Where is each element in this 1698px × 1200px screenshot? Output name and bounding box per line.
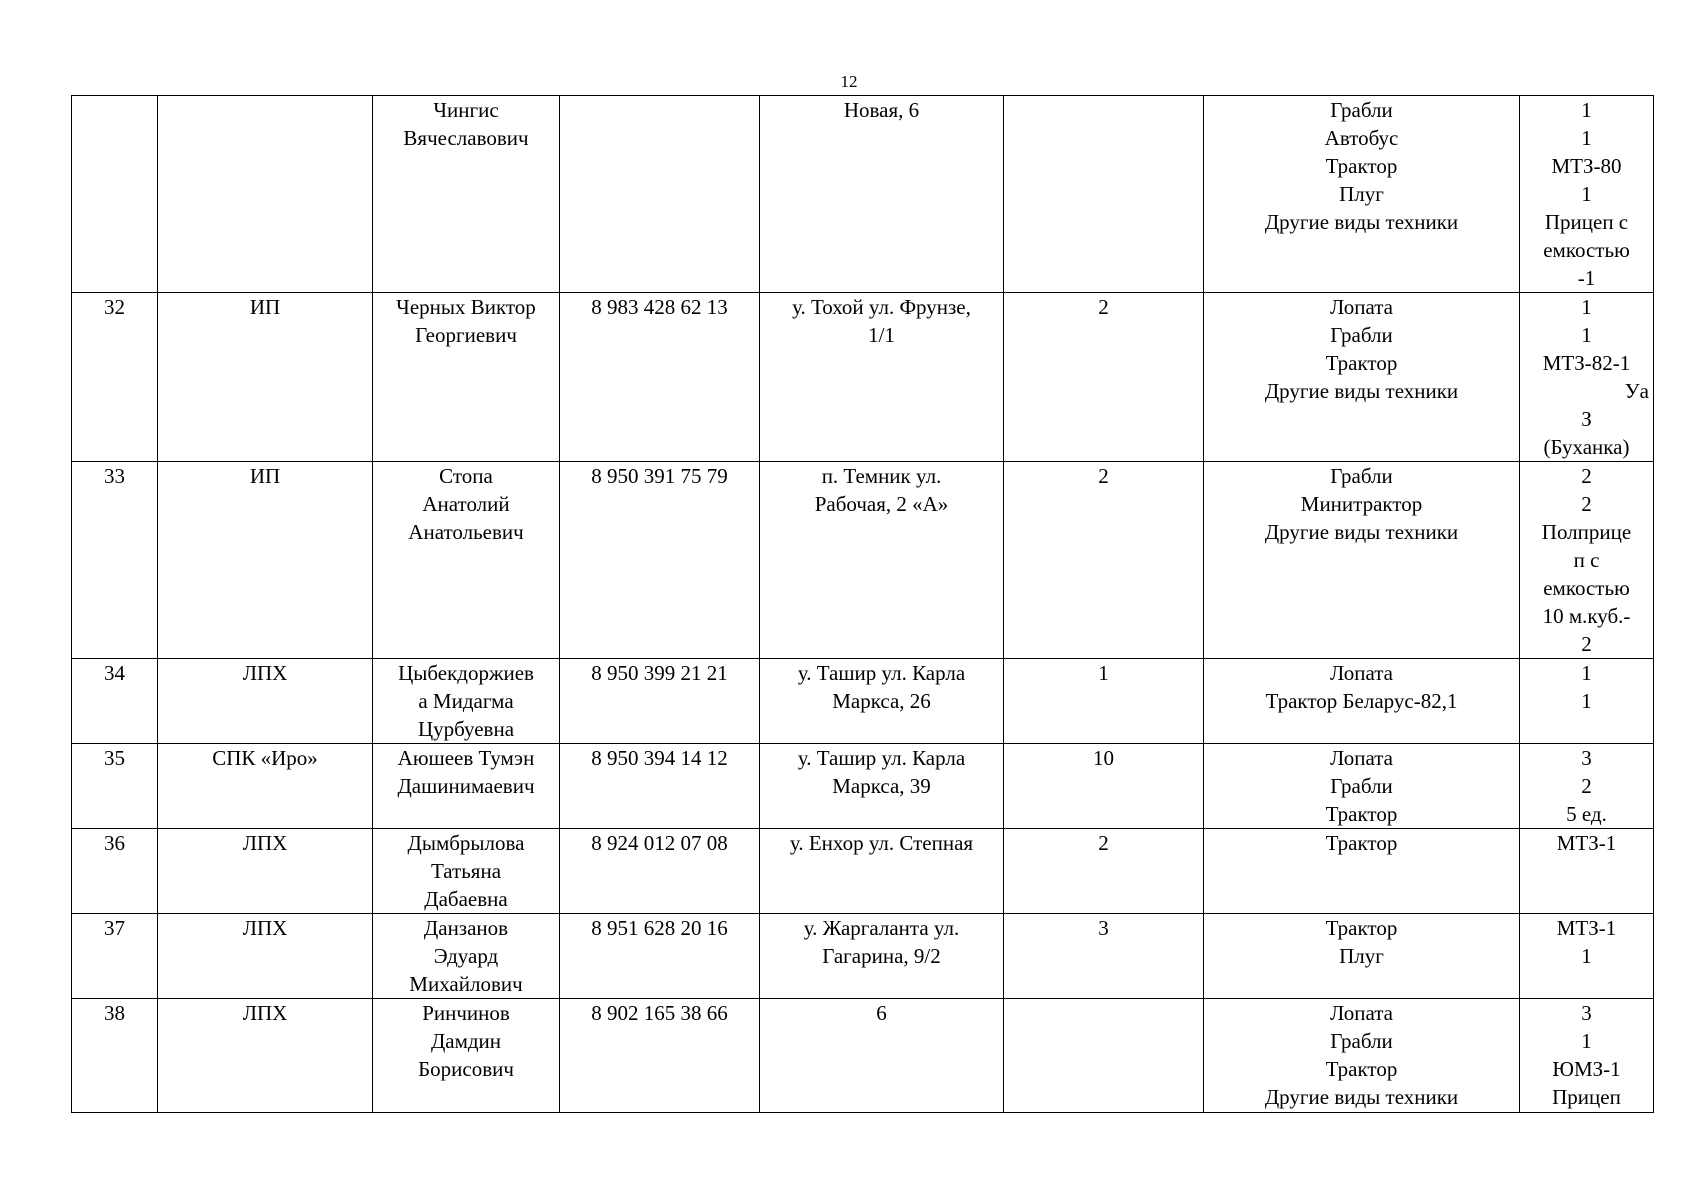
name-line: Цыбекдоржиев xyxy=(398,661,534,685)
org-type-cell: СПК «Иро» xyxy=(158,744,373,829)
equipment-item: Лопата xyxy=(1330,661,1393,685)
equipment-value: 1 xyxy=(1581,295,1592,319)
row-number-cell: 37 xyxy=(72,914,158,999)
address-line: у. Тохой ул. Фрунзе, xyxy=(792,295,971,319)
address-line: 6 xyxy=(876,1001,887,1025)
equipment-value-cell xyxy=(1520,96,1654,293)
address-cell xyxy=(760,999,1004,1113)
equipment-cell xyxy=(1204,999,1520,1113)
equipment-item: Другие виды техники xyxy=(1264,210,1459,234)
equipment-value: 1 xyxy=(1581,944,1592,968)
equipment-value: 1 xyxy=(1581,689,1592,713)
equipment-value-cell xyxy=(1520,293,1654,462)
table-row xyxy=(72,96,1654,293)
equipment-value-cell xyxy=(1520,744,1654,829)
equipment-item: Плуг xyxy=(1339,182,1384,206)
org-type-cell: ЛПХ xyxy=(158,914,373,999)
name-line: Цурбуевна xyxy=(417,717,515,741)
address-line: у. Енхор ул. Степная xyxy=(789,831,974,855)
equipment-cell xyxy=(1204,293,1520,462)
equipment-value: 3 xyxy=(1581,746,1592,770)
equipment-value: МТЗ-80 xyxy=(1551,154,1622,178)
equipment-cell xyxy=(1204,96,1520,293)
row-number-cell: 33 xyxy=(72,462,158,659)
equipment-value: Уа xyxy=(1624,379,1649,403)
equipment-value: 1 xyxy=(1581,323,1592,347)
row-number-cell: 36 xyxy=(72,829,158,914)
equipment-value-cell xyxy=(1520,829,1654,914)
equipment-item: Лопата xyxy=(1330,295,1393,319)
name-cell xyxy=(373,462,560,659)
table-row xyxy=(72,829,1654,914)
table-row xyxy=(72,293,1654,462)
equipment-item: Трактор xyxy=(1325,351,1398,375)
equipment-item: Трактор xyxy=(1325,802,1398,826)
phone-cell xyxy=(560,96,760,293)
table-row xyxy=(72,914,1654,999)
name-cell xyxy=(373,999,560,1113)
phone-cell: 8 983 428 62 13 xyxy=(560,293,760,462)
equipment-value: емкостью xyxy=(1543,576,1630,600)
count-cell: 10 xyxy=(1004,744,1204,829)
equipment-value: Прицеп с xyxy=(1544,210,1629,234)
equipment-item: Грабли xyxy=(1330,464,1393,488)
equipment-value: ЮМЗ-1 xyxy=(1552,1057,1621,1081)
equipment-value: 3 xyxy=(1581,1001,1592,1025)
count-cell xyxy=(1004,96,1204,293)
equipment-value: 2 xyxy=(1581,464,1592,488)
count-cell: 3 xyxy=(1004,914,1204,999)
org-type-cell: ИП xyxy=(158,462,373,659)
equipment-item: Трактор xyxy=(1325,1057,1398,1081)
equipment-item: Грабли xyxy=(1330,323,1393,347)
name-line: Чингис xyxy=(433,98,499,122)
equipment-item: Грабли xyxy=(1330,774,1393,798)
name-line: Дымбрылова xyxy=(407,831,525,855)
equipment-cell xyxy=(1204,914,1520,999)
equipment-value: 1 xyxy=(1581,1029,1592,1053)
name-cell xyxy=(373,829,560,914)
equipment-cell xyxy=(1204,659,1520,744)
row-number-cell: 35 xyxy=(72,744,158,829)
address-cell xyxy=(760,462,1004,659)
row-number-cell xyxy=(72,96,158,293)
equipment-item: Другие виды техники xyxy=(1264,1085,1459,1109)
phone-cell: 8 902 165 38 66 xyxy=(560,999,760,1113)
table-row xyxy=(72,659,1654,744)
equipment-cell xyxy=(1204,829,1520,914)
equipment-item: Лопата xyxy=(1330,1001,1393,1025)
address-line: Гагарина, 9/2 xyxy=(822,944,941,968)
name-line: а Мидагма xyxy=(418,689,514,713)
org-type-cell: ЛПХ xyxy=(158,999,373,1113)
name-cell xyxy=(373,96,560,293)
address-line: 1/1 xyxy=(868,323,895,347)
equipment-item: Трактор xyxy=(1325,916,1398,940)
row-number-cell: 32 xyxy=(72,293,158,462)
equipment-value-cell xyxy=(1520,999,1654,1113)
name-cell xyxy=(373,744,560,829)
row-number-cell: 34 xyxy=(72,659,158,744)
equipment-value: 1 xyxy=(1581,126,1592,150)
equipment-item: Грабли xyxy=(1330,98,1393,122)
phone-cell: 8 950 394 14 12 xyxy=(560,744,760,829)
name-line: Анатолий xyxy=(422,492,510,516)
equipment-value: 5 ед. xyxy=(1566,802,1607,826)
equipment-table xyxy=(71,95,1654,1113)
equipment-value: 1 xyxy=(1581,182,1592,206)
name-line: Ринчинов xyxy=(422,1001,510,1025)
equipment-value: (Буханка) xyxy=(1543,435,1630,459)
table-row xyxy=(72,999,1654,1113)
name-cell xyxy=(373,914,560,999)
table-row xyxy=(72,462,1654,659)
org-type-cell: ЛПХ xyxy=(158,829,373,914)
equipment-value: З xyxy=(1581,407,1592,431)
equipment-item: Другие виды техники xyxy=(1264,520,1459,544)
equipment-value-cell xyxy=(1520,659,1654,744)
equipment-value: 2 xyxy=(1581,632,1592,656)
equipment-value: 1 xyxy=(1581,661,1592,685)
name-line: Михайлович xyxy=(409,972,523,996)
count-cell: 2 xyxy=(1004,293,1204,462)
name-line: Дабаевна xyxy=(424,887,508,911)
equipment-value-cell xyxy=(1520,914,1654,999)
address-line: Маркса, 26 xyxy=(832,689,931,713)
equipment-item: Плуг xyxy=(1339,944,1384,968)
equipment-value: Прицеп xyxy=(1552,1085,1621,1109)
address-line: у. Жаргаланта ул. xyxy=(803,916,960,940)
org-type-cell xyxy=(158,96,373,293)
name-line: Борисович xyxy=(418,1057,514,1081)
name-line: Дашинимаевич xyxy=(397,774,535,798)
equipment-cell xyxy=(1204,462,1520,659)
name-line: Данзанов xyxy=(423,916,509,940)
equipment-item: Трактор xyxy=(1325,154,1398,178)
equipment-value: 10 м.куб.- xyxy=(1542,604,1631,628)
equipment-value-cell xyxy=(1520,462,1654,659)
count-cell xyxy=(1004,999,1204,1113)
equipment-value: 1 xyxy=(1581,98,1592,122)
address-cell xyxy=(760,659,1004,744)
name-cell xyxy=(373,293,560,462)
equipment-value: 2 xyxy=(1581,492,1592,516)
address-line: у. Ташир ул. Карла xyxy=(797,746,966,770)
equipment-item: Другие виды техники xyxy=(1264,379,1459,403)
equipment-item: Грабли xyxy=(1330,1029,1393,1053)
name-line: Эдуард xyxy=(433,944,499,968)
phone-cell: 8 950 391 75 79 xyxy=(560,462,760,659)
equipment-value: п с xyxy=(1573,548,1600,572)
equipment-value: МТЗ-1 xyxy=(1556,916,1617,940)
count-cell: 1 xyxy=(1004,659,1204,744)
equipment-value: МТЗ-82-1 xyxy=(1542,351,1631,375)
equipment-cell xyxy=(1204,744,1520,829)
address-line: Новая, 6 xyxy=(843,98,920,122)
row-number-cell: 38 xyxy=(72,999,158,1113)
equipment-item: Трактор Беларус-82,1 xyxy=(1265,689,1458,713)
org-type-cell: ЛПХ xyxy=(158,659,373,744)
name-line: Стопа xyxy=(439,464,493,488)
equipment-value: 2 xyxy=(1581,774,1592,798)
phone-cell: 8 950 399 21 21 xyxy=(560,659,760,744)
address-line: Маркса, 39 xyxy=(832,774,931,798)
equipment-item: Минитрактор xyxy=(1300,492,1423,516)
org-type-cell: ИП xyxy=(158,293,373,462)
equipment-value: Полприце xyxy=(1541,520,1632,544)
phone-cell: 8 924 012 07 08 xyxy=(560,829,760,914)
address-line: п. Темник ул. xyxy=(821,464,942,488)
name-line: Аюшеев Тумэн xyxy=(397,746,535,770)
count-cell: 2 xyxy=(1004,462,1204,659)
address-cell xyxy=(760,829,1004,914)
address-line: у. Ташир ул. Карла xyxy=(797,661,966,685)
count-cell: 2 xyxy=(1004,829,1204,914)
equipment-value: емкостью xyxy=(1543,238,1630,262)
name-cell xyxy=(373,659,560,744)
table-row xyxy=(72,744,1654,829)
name-line: Дамдин xyxy=(430,1029,502,1053)
address-cell xyxy=(760,914,1004,999)
name-line: Георгиевич xyxy=(415,323,517,347)
equipment-item: Лопата xyxy=(1330,746,1393,770)
address-cell xyxy=(760,293,1004,462)
equipment-value: МТЗ-1 xyxy=(1556,831,1617,855)
address-cell xyxy=(760,744,1004,829)
equipment-value: -1 xyxy=(1577,266,1596,290)
address-line: Рабочая, 2 «А» xyxy=(814,492,949,516)
name-line: Вячеславович xyxy=(403,126,529,150)
name-line: Черных Виктор xyxy=(396,295,536,319)
address-cell xyxy=(760,96,1004,293)
phone-cell: 8 951 628 20 16 xyxy=(560,914,760,999)
name-line: Татьяна xyxy=(430,859,502,883)
equipment-item: Автобус xyxy=(1324,126,1399,150)
equipment-item: Трактор xyxy=(1325,831,1398,855)
page-number: 12 xyxy=(840,72,858,91)
name-line: Анатольевич xyxy=(408,520,524,544)
